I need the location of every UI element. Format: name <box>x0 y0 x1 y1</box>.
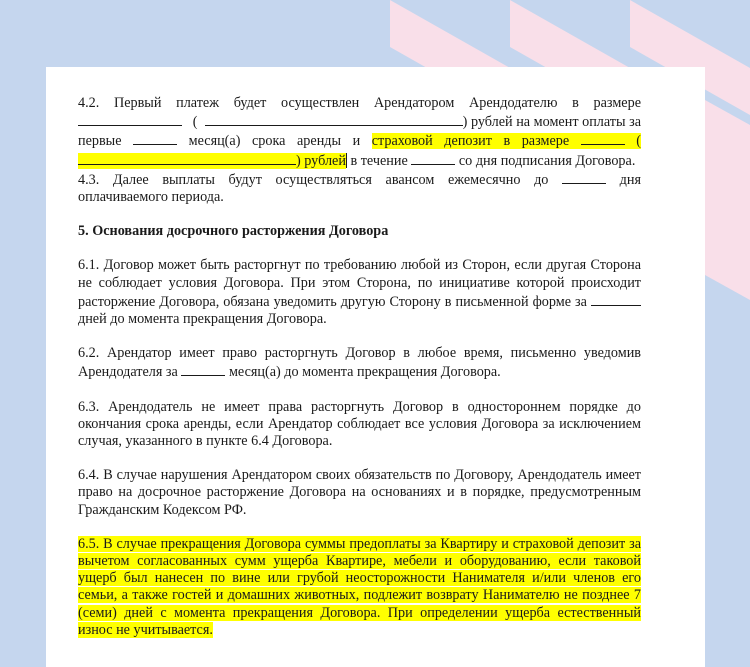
text-cursor <box>346 153 347 168</box>
clause-text: 6.2. Арендатор имеет право расторгнуть Договор в любое время, письменно уведомив Арендодателя за <box>78 345 641 381</box>
clause-6-3: 6.3. Арендодатель не имеет права расторгнуть Договор в одностороннем порядке до окончания срока аренды, если Арендатор соблюдает все условия Договора за исключением случая, указанного в пункте 6.4 Договора. <box>78 398 641 450</box>
clause-text: месяц(а) срока аренды и <box>188 133 361 150</box>
blank-field <box>181 362 225 376</box>
blank-field <box>411 151 455 165</box>
blank-field <box>78 151 296 165</box>
clause-6-2 <box>78 345 641 381</box>
clause-text: месяц(а) до момента прекращения Договора. <box>228 364 501 381</box>
clause-text: 4.3. Далее выплаты будут осуществляться авансом ежемесячно до <box>78 171 549 188</box>
blank-field <box>581 131 625 145</box>
pink-parallelogram-4 <box>705 100 750 300</box>
blank-field <box>205 112 463 126</box>
blank-field <box>562 170 606 184</box>
clause-4-2 <box>78 95 641 170</box>
blank-field <box>133 131 177 145</box>
clause-text: в течение <box>350 152 408 169</box>
clause-text: ) рублей на момент оплаты за первые <box>78 114 642 150</box>
clause-text: дня оплачиваемого периода. <box>78 171 642 206</box>
clause-text: со дня подписания Договора. <box>458 152 636 169</box>
clause-text: ( <box>192 114 198 131</box>
blank-field <box>591 292 641 306</box>
highlighted-text: 6.5. В случае прекращения Договора суммы предоплаты за Квартиру и страховой депозит за вычетом согласованных сумм ущерба Квартире, мебели и оборудованию, если таковой ущерб был нанесен по вине или грубой неосторожности Нанимателя и/или членов его семьи, а также гостей и домашних животных, подлежит возврату Нанимателю не позднее 7 (семи) дней с момента прекращения Договора. При определении ущерба естественный износ не учитывается. <box>78 535 641 638</box>
blank-field <box>78 112 182 126</box>
clause-text: 6.1. Договор может быть расторгнут по требованию любой из Сторон, если другая Сторона не соблюдает условия Договора. При этом Сторона, по инициативе которой происходит расторжение Договора, обязана уведомить другую Сторону в письменной форме за <box>78 257 641 310</box>
clause-text: ( <box>636 133 642 150</box>
section-5-heading: 5. Основания досрочного расторжения Договора <box>78 223 389 240</box>
clause-text: 4.2. Первый платеж будет осуществлен Арендатором Арендодателю в размере <box>78 95 641 111</box>
document-content <box>78 95 641 639</box>
clause-text: страховой депозит в размере <box>371 133 570 150</box>
clause-6-1 <box>78 257 641 328</box>
clause-text: ) рублей <box>296 152 346 169</box>
clause-4-3 <box>78 170 641 206</box>
clause-6-5 <box>78 536 641 639</box>
clause-text: дней до момента прекращения Договора. <box>78 311 327 328</box>
document-page <box>46 67 705 667</box>
clause-6-4: 6.4. В случае нарушения Арендатором своих обязательств по Договору, Арендодатель имеет право на досрочное расторжение Договора на основаниях и в порядке, предусмотренным Гражданским Кодексом РФ. <box>78 467 641 518</box>
